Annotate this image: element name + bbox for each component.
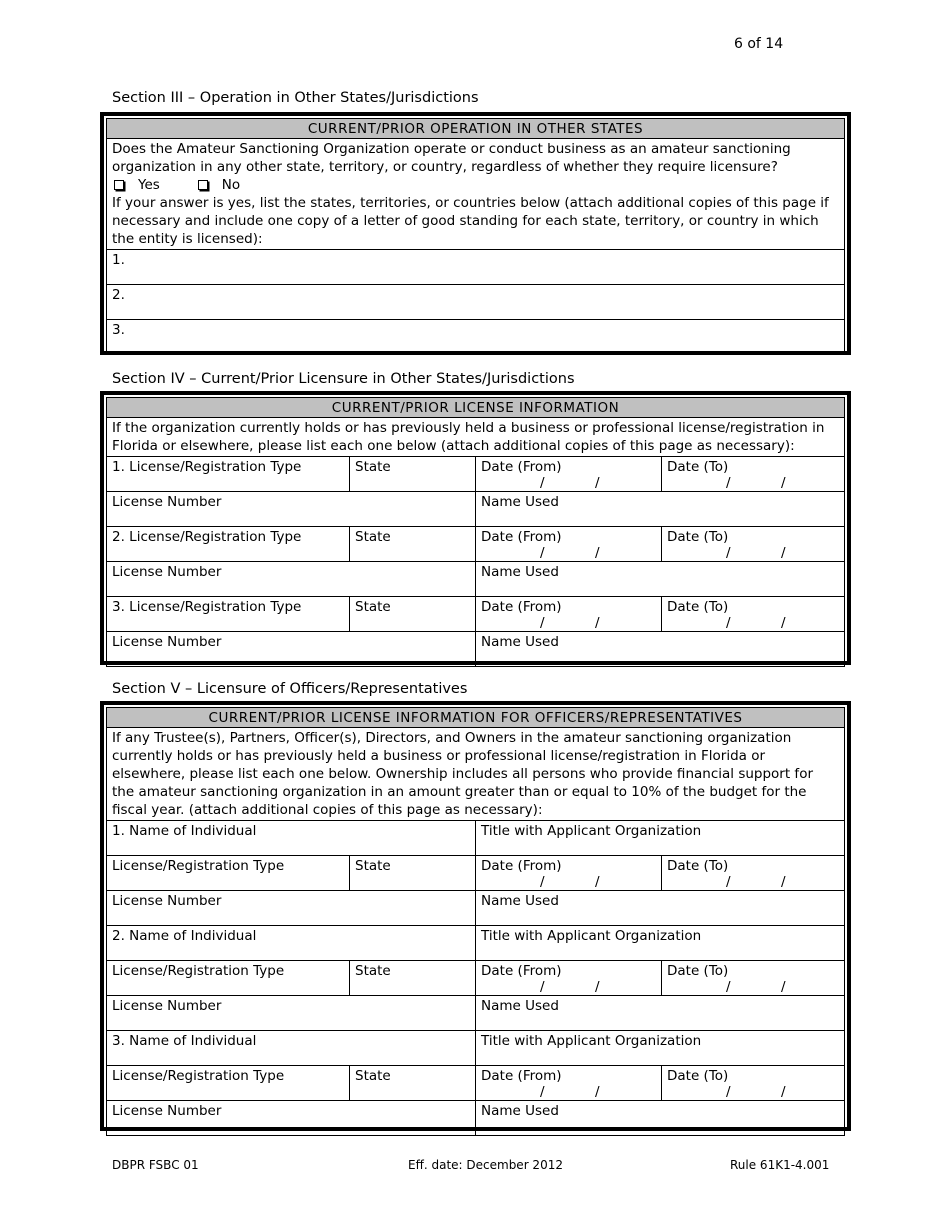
date-slash: / <box>540 1084 545 1100</box>
license-number-field[interactable] <box>107 996 476 1031</box>
license-number-label: License Number <box>112 564 222 580</box>
state-label: State <box>355 858 391 874</box>
state-label: State <box>355 963 391 979</box>
state-label: State <box>355 459 391 475</box>
date-from-field[interactable] <box>476 597 662 632</box>
yes-checkbox[interactable] <box>114 180 124 190</box>
section-4-box <box>100 391 851 665</box>
page-number: 6 of 14 <box>734 36 784 52</box>
date-from-field[interactable] <box>476 961 662 996</box>
date-to-label: Date (To) <box>667 599 729 615</box>
state-field[interactable] <box>350 597 476 632</box>
date-to-field[interactable] <box>662 457 845 492</box>
yes-no-row <box>112 176 839 194</box>
state-field[interactable] <box>350 856 476 891</box>
license-type-field[interactable] <box>107 961 350 996</box>
license-number-field[interactable] <box>107 1101 476 1136</box>
individual-name-field[interactable] <box>107 1031 476 1066</box>
date-slash: / <box>781 615 786 631</box>
license-type-label: License/Registration Type <box>112 963 285 979</box>
license-type-label: 3. License/Registration Type <box>112 599 302 615</box>
date-slash: / <box>726 1084 731 1100</box>
date-from-field[interactable] <box>476 856 662 891</box>
name-used-field[interactable] <box>476 632 845 667</box>
date-from-label: Date (From) <box>481 858 562 874</box>
date-slash: / <box>595 874 600 890</box>
section-3-box <box>100 112 851 355</box>
section-4-instruction: If the organization currently holds or has previously held a business or professional license/registration in Florida or elsewhere, please list each one below (attach additional copies of this page as necessary): <box>107 418 845 457</box>
jurisdiction-field-2[interactable] <box>107 285 845 320</box>
individual-name-label: 2. Name of Individual <box>112 928 257 944</box>
item-number: 2. <box>112 287 125 303</box>
footer-eff-date: Eff. date: December 2012 <box>408 1158 563 1172</box>
date-slash: / <box>781 979 786 995</box>
title-field[interactable] <box>476 1031 845 1066</box>
title-label: Title with Applicant Organization <box>481 823 702 839</box>
date-slash: / <box>726 475 731 491</box>
section-5-box <box>100 701 851 1131</box>
footer-rule: Rule 61K1-4.001 <box>730 1158 830 1172</box>
name-used-label: Name Used <box>481 494 559 510</box>
section-5-title: Section V – Licensure of Officers/Representatives <box>112 681 468 697</box>
section-3-header: CURRENT/PRIOR OPERATION IN OTHER STATES <box>107 119 845 139</box>
section-3-title: Section III – Operation in Other States/Jurisdictions <box>112 90 479 106</box>
date-from-label: Date (From) <box>481 599 562 615</box>
name-used-label: Name Used <box>481 564 559 580</box>
date-slash: / <box>781 475 786 491</box>
name-used-label: Name Used <box>481 1103 559 1119</box>
section-3-instruction: If your answer is yes, list the states, territories, or countries below (attach additional copies of this page if necessary and include one copy of a letter of good standing for each state, territory, or country in which the entity is licensed): <box>112 195 829 247</box>
name-used-label: Name Used <box>481 634 559 650</box>
date-slash: / <box>595 979 600 995</box>
state-field[interactable] <box>350 961 476 996</box>
section-3-question: Does the Amateur Sanctioning Organization operate or conduct business as an amateur sanctioning organization in any other state, territory, or country, regardless of whether they require licensure? <box>112 141 791 175</box>
date-slash: / <box>595 545 600 561</box>
state-label: State <box>355 599 391 615</box>
license-type-field[interactable] <box>107 1066 350 1101</box>
date-slash: / <box>540 874 545 890</box>
license-number-label: License Number <box>112 1103 222 1119</box>
license-number-label: License Number <box>112 893 222 909</box>
section-4-header: CURRENT/PRIOR LICENSE INFORMATION <box>107 398 845 418</box>
name-used-label: Name Used <box>481 998 559 1014</box>
item-number: 1. <box>112 252 125 268</box>
section-4-title: Section IV – Current/Prior Licensure in Other States/Jurisdictions <box>112 371 575 387</box>
no-label: No <box>221 177 241 193</box>
license-type-label: License/Registration Type <box>112 1068 285 1084</box>
date-to-field[interactable] <box>662 527 845 562</box>
license-number-label: License Number <box>112 998 222 1014</box>
license-number-field[interactable] <box>107 891 476 926</box>
section-5-header: CURRENT/PRIOR LICENSE INFORMATION FOR OFFICERS/REPRESENTATIVES <box>107 708 845 728</box>
date-to-field[interactable] <box>662 597 845 632</box>
yes-label: Yes <box>138 177 160 193</box>
individual-name-label: 3. Name of Individual <box>112 1033 257 1049</box>
date-slash: / <box>595 1084 600 1100</box>
date-slash: / <box>540 475 545 491</box>
section-5-instruction: If any Trustee(s), Partners, Officer(s), Directors, and Owners in the amateur sanctioning organization currently holds or has previously held a business or professional license/registration in Florida or elsewhere, please list each one below. Ownership includes all persons who provide financial support for the amateur sanctioning organization in an amount greater than or equal to 10% of the budget for the fiscal year. (attach additional copies of this page as necessary): <box>107 728 845 821</box>
date-from-label: Date (From) <box>481 963 562 979</box>
name-used-field[interactable] <box>476 492 845 527</box>
license-number-field[interactable] <box>107 632 476 667</box>
date-slash: / <box>540 979 545 995</box>
license-number-field[interactable] <box>107 562 476 597</box>
date-slash: / <box>540 545 545 561</box>
state-field[interactable] <box>350 1066 476 1101</box>
license-number-label: License Number <box>112 634 222 650</box>
license-type-field[interactable] <box>107 597 350 632</box>
license-type-field[interactable] <box>107 527 350 562</box>
name-used-label: Name Used <box>481 893 559 909</box>
date-slash: / <box>781 874 786 890</box>
date-to-field[interactable] <box>662 1066 845 1101</box>
date-slash: / <box>781 545 786 561</box>
date-slash: / <box>726 979 731 995</box>
date-from-field[interactable] <box>476 457 662 492</box>
license-type-field[interactable] <box>107 457 350 492</box>
no-checkbox[interactable] <box>198 180 208 190</box>
date-to-label: Date (To) <box>667 858 729 874</box>
date-to-label: Date (To) <box>667 459 729 475</box>
name-used-field[interactable] <box>476 562 845 597</box>
date-to-label: Date (To) <box>667 529 729 545</box>
date-slash: / <box>540 615 545 631</box>
jurisdiction-field-3[interactable] <box>107 320 845 355</box>
state-label: State <box>355 529 391 545</box>
date-slash: / <box>781 1084 786 1100</box>
license-type-label: 2. License/Registration Type <box>112 529 302 545</box>
name-used-field[interactable] <box>476 1101 845 1136</box>
title-field[interactable] <box>476 821 845 856</box>
license-type-field[interactable] <box>107 856 350 891</box>
date-from-label: Date (From) <box>481 459 562 475</box>
date-slash: / <box>726 874 731 890</box>
individual-name-label: 1. Name of Individual <box>112 823 257 839</box>
date-from-label: Date (From) <box>481 1068 562 1084</box>
date-slash: / <box>726 615 731 631</box>
license-type-label: 1. License/Registration Type <box>112 459 302 475</box>
individual-name-field[interactable] <box>107 926 476 961</box>
date-to-label: Date (To) <box>667 963 729 979</box>
license-number-field[interactable] <box>107 492 476 527</box>
license-number-label: License Number <box>112 494 222 510</box>
date-slash: / <box>726 545 731 561</box>
state-field[interactable] <box>350 457 476 492</box>
name-used-field[interactable] <box>476 891 845 926</box>
title-label: Title with Applicant Organization <box>481 928 702 944</box>
license-type-label: License/Registration Type <box>112 858 285 874</box>
title-label: Title with Applicant Organization <box>481 1033 702 1049</box>
state-field[interactable] <box>350 527 476 562</box>
individual-name-field[interactable] <box>107 821 476 856</box>
date-from-label: Date (From) <box>481 529 562 545</box>
date-to-field[interactable] <box>662 961 845 996</box>
date-slash: / <box>595 475 600 491</box>
footer-form-id: DBPR FSBC 01 <box>112 1158 199 1172</box>
date-from-field[interactable] <box>476 527 662 562</box>
section-3-question-cell <box>107 139 845 250</box>
item-number: 3. <box>112 322 125 338</box>
date-from-field[interactable] <box>476 1066 662 1101</box>
title-field[interactable] <box>476 926 845 961</box>
state-label: State <box>355 1068 391 1084</box>
date-to-label: Date (To) <box>667 1068 729 1084</box>
date-slash: / <box>595 615 600 631</box>
date-to-field[interactable] <box>662 856 845 891</box>
name-used-field[interactable] <box>476 996 845 1031</box>
jurisdiction-field-1[interactable] <box>107 250 845 285</box>
